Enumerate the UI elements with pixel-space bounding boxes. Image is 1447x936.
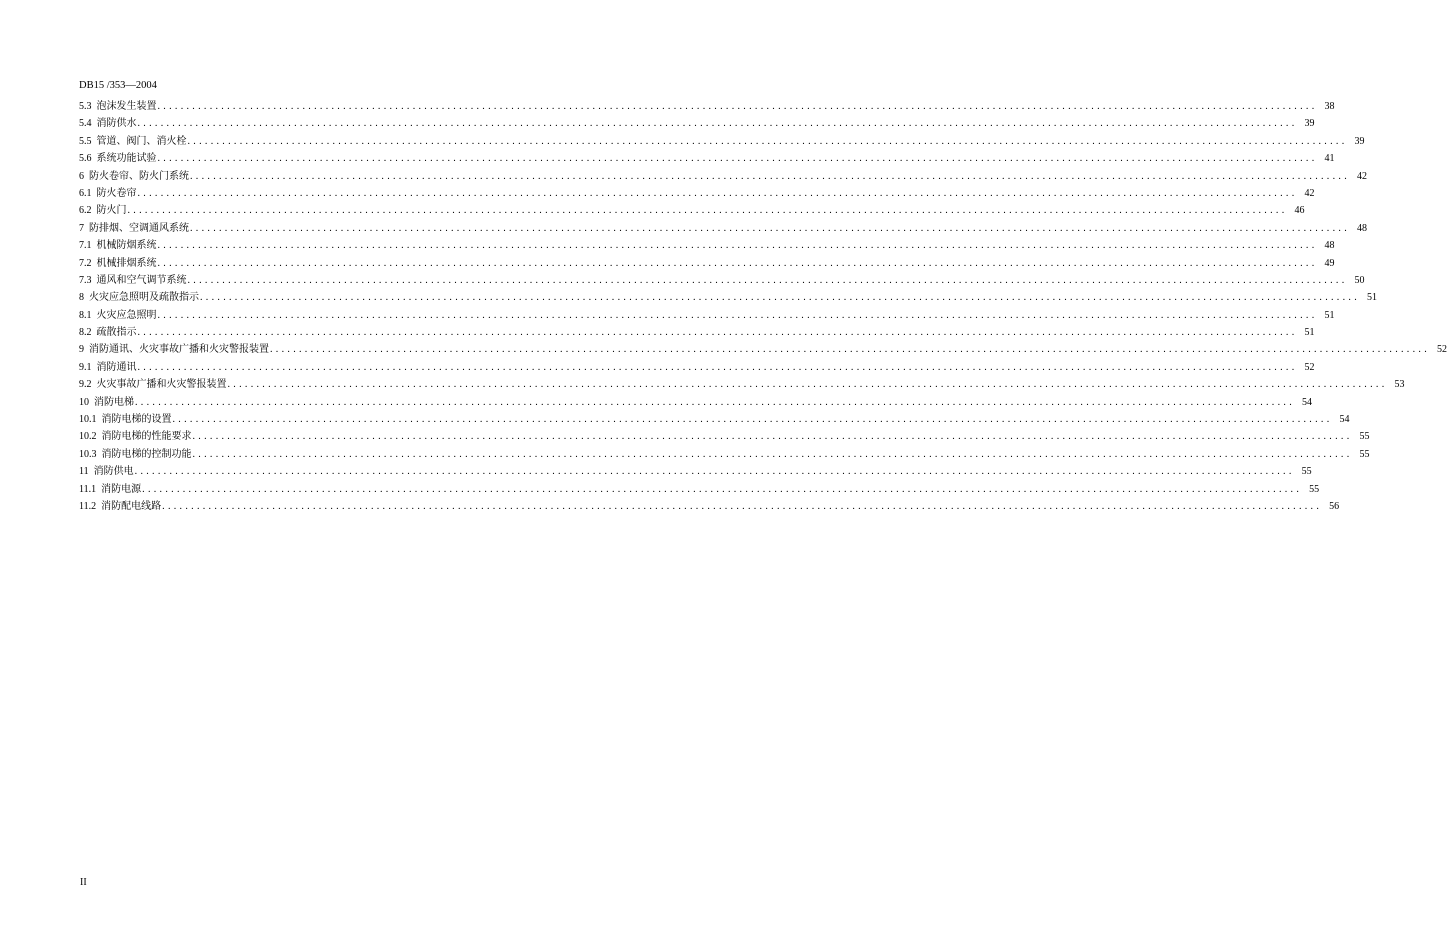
toc-entry-page: 41 bbox=[1324, 153, 1335, 165]
toc-entry-page: 48 bbox=[1324, 240, 1335, 252]
toc-dot-leader: ........................................................................................................................................................................................................ bbox=[127, 205, 1288, 217]
toc-entry-title: 消防电梯的性能要求 bbox=[101, 431, 192, 443]
toc-entry[interactable] bbox=[79, 498, 1340, 515]
toc-entry[interactable] bbox=[79, 168, 1367, 185]
toc-entry[interactable] bbox=[79, 150, 1335, 167]
toc-entry[interactable] bbox=[79, 394, 1312, 411]
toc-entry-page: 50 bbox=[1354, 274, 1365, 286]
toc-entry-number: 10 bbox=[79, 396, 89, 408]
toc-entry[interactable] bbox=[79, 220, 1367, 237]
toc-entry-title: 火灾事故广播和火灾警报装置 bbox=[96, 379, 227, 391]
toc-entry-page: 46 bbox=[1294, 205, 1305, 217]
toc-entry[interactable] bbox=[79, 446, 1370, 463]
toc-entry-number: 11.2 bbox=[79, 500, 97, 512]
toc-entry-page: 42 bbox=[1357, 170, 1367, 182]
toc-entry-title: 消防供水 bbox=[96, 118, 137, 130]
toc-entry-page: 55 bbox=[1309, 483, 1320, 495]
toc-dot-leader: ........................................................................................................................................................................................................ bbox=[192, 448, 1353, 460]
toc-dot-leader: ........................................................................................................................................................................................................ bbox=[142, 483, 1303, 495]
toc-entry-number: 10.1 bbox=[79, 414, 97, 426]
toc-dot-leader: ........................................................................................................................................................................................................ bbox=[192, 431, 1353, 443]
toc-entry-number: 9 bbox=[79, 344, 84, 356]
toc-dot-leader: ........................................................................................................................................................................................................ bbox=[137, 361, 1298, 373]
toc-dot-leader: ........................................................................................................................................................................................................ bbox=[270, 344, 1430, 356]
toc-entry-title: 火灾应急照明 bbox=[96, 309, 157, 321]
toc-entry-number: 6 bbox=[79, 170, 84, 182]
toc-entry-title: 消防供电 bbox=[93, 466, 134, 478]
toc-entry-title: 疏散指示 bbox=[96, 327, 137, 339]
toc-entry-number: 5.4 bbox=[79, 118, 92, 130]
toc-entry-title: 防火卷帘、防火门系统 bbox=[89, 170, 189, 182]
toc-entry[interactable] bbox=[79, 272, 1365, 289]
toc-entry-number: 5.5 bbox=[79, 135, 92, 147]
toc-entry-title: 消防电梯的控制功能 bbox=[101, 448, 192, 460]
toc-dot-leader: ........................................................................................................................................................................................................ bbox=[157, 101, 1318, 112]
toc-entry-number: 5.3 bbox=[79, 101, 92, 112]
toc-entry-title: 泡沫发生装置 bbox=[96, 101, 157, 112]
toc-entry-page: 51 bbox=[1324, 309, 1335, 321]
toc-entry-number: 8.2 bbox=[79, 327, 92, 339]
toc-entry[interactable] bbox=[79, 411, 1350, 428]
toc-entry-number: 11.1 bbox=[79, 483, 97, 495]
toc-entry[interactable] bbox=[79, 289, 1377, 306]
toc-entry[interactable] bbox=[79, 202, 1305, 219]
page-number: II bbox=[80, 877, 87, 888]
toc-entry-page: 55 bbox=[1359, 448, 1370, 460]
toc-dot-leader: ........................................................................................................................................................................................................ bbox=[137, 187, 1298, 199]
toc-entry-number: 11 bbox=[79, 466, 89, 478]
toc-entry-page: 53 bbox=[1394, 379, 1405, 391]
toc-entry-title: 机械排烟系统 bbox=[96, 257, 157, 269]
toc-entry-page: 38 bbox=[1324, 101, 1335, 112]
toc-entry-page: 49 bbox=[1324, 257, 1335, 269]
toc-entry[interactable] bbox=[79, 428, 1370, 445]
toc-dot-leader: ........................................................................................................................................................................................................ bbox=[227, 379, 1388, 391]
toc-entry-title: 火灾应急照明及疏散指示 bbox=[89, 292, 199, 304]
table-of-contents bbox=[79, 98, 1447, 515]
toc-dot-leader: ........................................................................................................................................................................................................ bbox=[187, 135, 1348, 147]
toc-entry[interactable] bbox=[79, 481, 1320, 498]
toc-entry-title: 消防电源 bbox=[101, 483, 142, 495]
toc-dot-leader: ........................................................................................................................................................................................................ bbox=[200, 292, 1360, 304]
toc-entry-title: 防火卷帘 bbox=[96, 187, 137, 199]
toc-entry-number: 9.2 bbox=[79, 379, 92, 391]
toc-entry-number: 7.3 bbox=[79, 274, 92, 286]
toc-entry-page: 55 bbox=[1359, 431, 1370, 443]
toc-entry-title: 系统功能试验 bbox=[96, 153, 157, 165]
toc-entry-page: 51 bbox=[1367, 292, 1377, 304]
toc-entry-page: 54 bbox=[1339, 414, 1350, 426]
toc-entry-page: 54 bbox=[1302, 396, 1312, 408]
toc-entry-title: 消防通讯 bbox=[96, 361, 137, 373]
toc-entry-title: 通风和空气调节系统 bbox=[96, 274, 187, 286]
toc-dot-leader: ........................................................................................................................................................................................................ bbox=[190, 170, 1350, 182]
toc-entry-page: 51 bbox=[1304, 327, 1315, 339]
toc-entry[interactable] bbox=[79, 115, 1315, 132]
document-code: DB15 /353—2004 bbox=[79, 80, 157, 91]
toc-entry-title: 防火门 bbox=[96, 205, 127, 217]
toc-entry[interactable] bbox=[79, 185, 1315, 202]
toc-entry-page: 56 bbox=[1329, 500, 1340, 512]
toc-dot-leader: ........................................................................................................................................................................................................ bbox=[157, 240, 1318, 252]
toc-entry-title: 管道、阀门、消火栓 bbox=[96, 135, 187, 147]
toc-dot-leader: ........................................................................................................................................................................................................ bbox=[157, 257, 1318, 269]
toc-entry-title: 消防配电线路 bbox=[101, 500, 162, 512]
toc-entry-page: 42 bbox=[1304, 187, 1315, 199]
toc-entry-title: 消防电梯 bbox=[94, 396, 134, 408]
toc-dot-leader: ........................................................................................................................................................................................................ bbox=[172, 414, 1333, 426]
toc-entry-title: 机械防烟系统 bbox=[96, 240, 157, 252]
toc-entry-page: 52 bbox=[1437, 344, 1447, 356]
toc-entry-number: 7 bbox=[79, 222, 84, 234]
toc-entry-number: 6.1 bbox=[79, 187, 92, 199]
toc-entry-title: 防排烟、空调通风系统 bbox=[89, 222, 189, 234]
toc-entry-page: 39 bbox=[1354, 135, 1365, 147]
toc-entry-title: 消防电梯的设置 bbox=[101, 414, 172, 426]
toc-entry-page: 55 bbox=[1301, 466, 1312, 478]
toc-entry-number: 9.1 bbox=[79, 361, 92, 373]
toc-entry-number: 10.3 bbox=[79, 448, 97, 460]
toc-entry-number: 8 bbox=[79, 292, 84, 304]
toc-dot-leader: ........................................................................................................................................................................................................ bbox=[157, 309, 1318, 321]
toc-dot-leader: ........................................................................................................................................................................................................ bbox=[135, 396, 1295, 408]
toc-entry-number: 8.1 bbox=[79, 309, 92, 321]
toc-entry[interactable] bbox=[79, 341, 1447, 358]
toc-entry[interactable] bbox=[79, 359, 1315, 376]
toc-entry[interactable] bbox=[79, 133, 1365, 150]
toc-dot-leader: ........................................................................................................................................................................................................ bbox=[190, 222, 1350, 234]
toc-entry-number: 10.2 bbox=[79, 431, 97, 443]
toc-dot-leader: ........................................................................................................................................................................................................ bbox=[157, 153, 1318, 165]
toc-dot-leader: ........................................................................................................................................................................................................ bbox=[134, 466, 1295, 478]
toc-entry[interactable] bbox=[79, 463, 1312, 480]
toc-dot-leader: ........................................................................................................................................................................................................ bbox=[187, 274, 1348, 286]
toc-entry[interactable] bbox=[79, 237, 1335, 254]
toc-entry-number: 7.2 bbox=[79, 257, 92, 269]
toc-entry[interactable] bbox=[79, 376, 1405, 393]
toc-entry[interactable] bbox=[79, 255, 1335, 272]
toc-entry-page: 39 bbox=[1304, 118, 1315, 130]
toc-dot-leader: ........................................................................................................................................................................................................ bbox=[137, 118, 1298, 130]
toc-entry[interactable] bbox=[79, 307, 1335, 324]
toc-entry-title: 消防通讯、火灾事故广播和火灾警报装置 bbox=[89, 344, 269, 356]
toc-entry-page: 48 bbox=[1357, 222, 1367, 234]
toc-entry[interactable] bbox=[79, 98, 1335, 115]
toc-entry[interactable] bbox=[79, 324, 1315, 341]
toc-dot-leader: ........................................................................................................................................................................................................ bbox=[137, 327, 1298, 339]
toc-entry-number: 6.2 bbox=[79, 205, 92, 217]
toc-dot-leader: ........................................................................................................................................................................................................ bbox=[162, 500, 1323, 512]
toc-entry-page: 52 bbox=[1304, 361, 1315, 373]
toc-entry-number: 5.6 bbox=[79, 153, 92, 165]
toc-entry-number: 7.1 bbox=[79, 240, 92, 252]
